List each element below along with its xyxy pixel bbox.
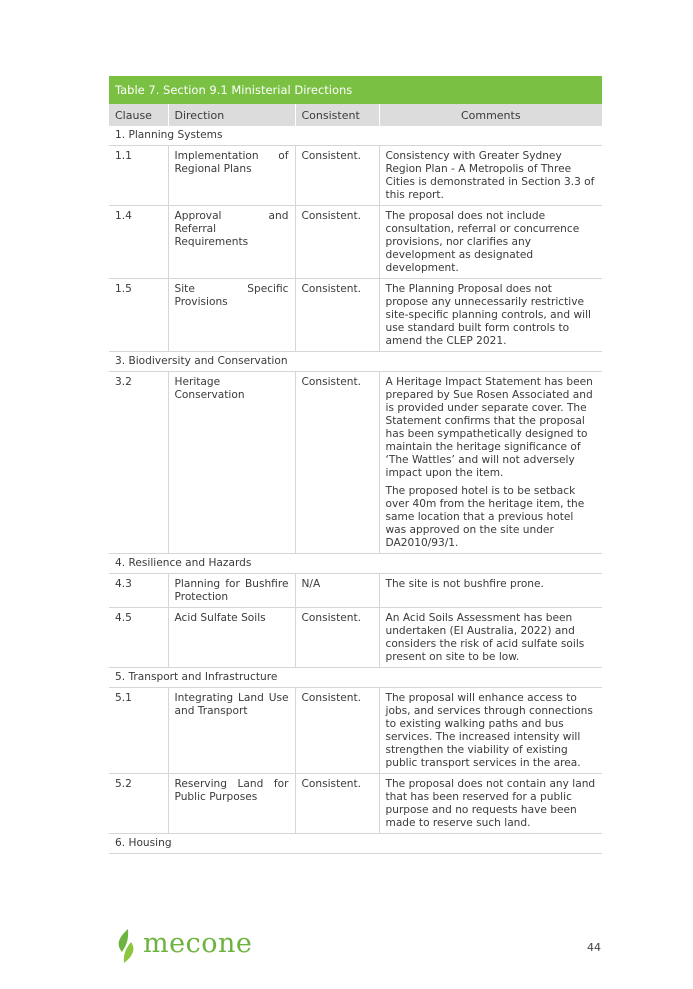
comment-paragraph: Consistency with Greater Sydney Region Plan - A Metropolis of Three Cities is demonstrated in Section 3.3 of this report. xyxy=(385,150,595,201)
comment-paragraph: The proposal does not contain any land that has been reserved for a public purpose and no requests have been made to reserve such land. xyxy=(385,778,596,829)
consistent-cell: Consistent. xyxy=(295,774,379,834)
header-clause: Clause xyxy=(109,104,168,126)
clause-cell: 1.5 xyxy=(109,279,168,352)
direction-cell: Implementation of Regional Plans xyxy=(168,146,295,206)
consistent-cell: Consistent. xyxy=(295,688,379,774)
clause-cell: 3.2 xyxy=(109,372,168,554)
leaf-icon xyxy=(113,928,139,964)
logo-text: mecone xyxy=(143,928,253,959)
header-consistent: Consistent xyxy=(295,104,379,126)
direction-cell: Approval and Referral Requirements xyxy=(168,206,295,279)
direction-cell: Acid Sulfate Soils xyxy=(168,608,295,668)
comments-cell xyxy=(379,574,602,608)
table-row xyxy=(109,688,602,774)
table-row xyxy=(109,774,602,834)
consistent-cell: Consistent. xyxy=(295,608,379,668)
comments-cell xyxy=(379,279,602,352)
section-row xyxy=(109,554,602,574)
table-row xyxy=(109,279,602,352)
ministerial-directions-table xyxy=(109,76,602,854)
comment-paragraph: An Acid Soils Assessment has been undertaken (EI Australia, 2022) and considers the risk of acid sulfate soils present on site to be low. xyxy=(385,612,585,663)
page-number: 44 xyxy=(587,941,601,954)
section-label: 3. Biodiversity and Conservation xyxy=(109,352,602,372)
clause-cell: 1.4 xyxy=(109,206,168,279)
clause-cell: 4.3 xyxy=(109,574,168,608)
section-row xyxy=(109,834,602,854)
clause-cell: 5.2 xyxy=(109,774,168,834)
section-label: 1. Planning Systems xyxy=(109,126,602,146)
comments-cell xyxy=(379,146,602,206)
header-direction: Direction xyxy=(168,104,295,126)
comments-cell xyxy=(379,372,602,554)
consistent-cell: Consistent. xyxy=(295,206,379,279)
table-row xyxy=(109,372,602,554)
table-header-row xyxy=(109,104,602,126)
comment-paragraph: The Planning Proposal does not propose any unnecessarily restrictive site-specific planning controls, and will use standard built form controls to amend the CLEP 2021. xyxy=(385,283,591,347)
mecone-logo xyxy=(113,926,253,966)
table-title: Table 7. Section 9.1 Ministerial Directions xyxy=(109,76,602,104)
table-title-row xyxy=(109,76,602,104)
comments-cell xyxy=(379,688,602,774)
comments-cell xyxy=(379,774,602,834)
clause-cell: 5.1 xyxy=(109,688,168,774)
header-comments: Comments xyxy=(379,104,602,126)
comment-paragraph: The proposal does not include consultation, referral or concurrence provisions, nor clarifies any development as designated development. xyxy=(385,210,580,274)
table-row xyxy=(109,608,602,668)
direction-cell: Site Specific Provisions xyxy=(168,279,295,352)
comments-cell xyxy=(379,608,602,668)
direction-cell: Planning for Bushfire Protection xyxy=(168,574,295,608)
table-row xyxy=(109,206,602,279)
comment-paragraph: The site is not bushfire prone. xyxy=(385,578,544,590)
comments-cell xyxy=(379,206,602,279)
direction-cell: Heritage Conservation xyxy=(168,372,295,554)
clause-cell: 1.1 xyxy=(109,146,168,206)
table-row xyxy=(109,146,602,206)
consistent-cell: Consistent. xyxy=(295,146,379,206)
section-row xyxy=(109,126,602,146)
consistent-cell: Consistent. xyxy=(295,279,379,352)
section-row xyxy=(109,352,602,372)
direction-cell: Integrating Land Use and Transport xyxy=(168,688,295,774)
clause-cell: 4.5 xyxy=(109,608,168,668)
section-label: 5. Transport and Infrastructure xyxy=(109,668,602,688)
section-label: 4. Resilience and Hazards xyxy=(109,554,602,574)
comment-paragraph: The proposed hotel is to be setback over 40m from the heritage item, the same location that a previous hotel was approved on the site under DA2010/93/1. xyxy=(385,485,585,549)
section-label: 6. Housing xyxy=(109,834,602,854)
comment-paragraph: A Heritage Impact Statement has been prepared by Sue Rosen Associated and is provided under separate cover. The Statement confirms that the proposal has been sympathetically designed to maintain the heritage significance of ‘The Wattles’ and will not adversely impact upon the item. xyxy=(385,376,593,479)
table-row xyxy=(109,574,602,608)
direction-cell: Reserving Land for Public Purposes xyxy=(168,774,295,834)
section-row xyxy=(109,668,602,688)
consistent-cell: Consistent. xyxy=(295,372,379,554)
consistent-cell: N/A xyxy=(295,574,379,608)
comment-paragraph: The proposal will enhance access to jobs, and services through connections to existing walking paths and bus services. The increased intensity will strengthen the viability of existing public transport services in the area. xyxy=(385,692,593,769)
